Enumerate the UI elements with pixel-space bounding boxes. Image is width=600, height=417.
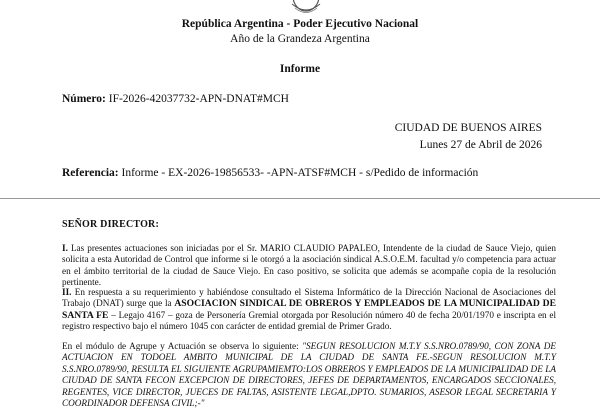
referencia-value: Informe - EX-2026-19856533- -APN-ATSF#MCH - s/Pedido de información [121,167,479,179]
paragraph-1-text: Las presentes actuaciones son iniciadas por el Sr. MARIO CLAUDIO PAPALEO, Intendente de la ciudad de Sauce Viejo, quien solicita a esta Autoridad de Control que informe si le otorgó a la asociación sindical A.S.O.E.M. facultad y/o competencia para actuar en el ámbito territorial de la ciudad de Sauce Viejo. En caso positivo, se solicita que además se acompañe copia de la resolución pertinente. [62,243,556,288]
numero-label: Número: [62,93,106,105]
paragraph-3 [62,341,556,409]
document-type: Informe [279,63,321,75]
coat-of-arms-icon [286,0,326,14]
salutation: SEÑOR DIRECTOR: [62,219,159,230]
document-city: CIUDAD DE BUENOS AIRES [394,122,542,134]
paragraph-2-text-a: En respuesta a su requerimiento y habiéndose consultado el Sistema Informático de la Dirección Nacional de Asociaciones del Trabajo (DNAT) surge que la [62,287,556,309]
document-reference [62,167,478,179]
divider [0,198,600,199]
paragraph-2-text-b: – Legajo 4167 – goza de Personería Gremial otorgada por Resolución número 40 de fecha 20/01/1970 e inscripta en el registro respectivo bajo el número 1045 con carácter de entidad gremial de Primer Grado. [62,309,557,332]
referencia-label: Referencia: [62,167,119,179]
document-date: Lunes 27 de Abril de 2026 [419,139,542,151]
paragraph-3-quote: "SEGUN RESOLUCION M.T.Y S.S.NRO.0789/90, CON ZONA DE ACTUACION EN TODOEL AMBITO MUNICIPAL DE LA CIUDAD DE SANTA FE.-SEGUN RESOLUCION M.T.Y S.S.NRO.0789/90, RESULTA EL SIGUIENTE AGRUPAMIEMTO:LOS OBREROS Y EMPLEADOS DE LA MUNICIPALIDAD DE LA CIUDAD DE SANTA FECON EXCEPCION DE DIRECTORES, JEFES DE DEPARTAMENTOS, ENCARGADOS SECCIONALES, REGENTES, VICE DIRECTOR, JUECES DE FALTAS, ASISTENTE LEGAL,DPTO. SUMARIOS, ASESOR LEGAL SECRETARIA Y COORDINADOR DEFENSA CIVIL;-" [62,341,556,409]
paragraph-1 [62,243,556,289]
paragraph-2-marker: II. [62,287,72,297]
paragraph-2-entity: ASOCIACION SINDICAL DE OBREROS Y EMPLEADOS DE LA MUNICIPALIDAD DE SANTA FE [62,298,556,321]
header-subtitle: Año de la Grandeza Argentina [230,33,370,45]
paragraph-3-text: En el módulo de Agrupe y Actuación se observa lo siguiente: [62,341,299,351]
header-title: República Argentina - Poder Ejecutivo Nacional [181,18,419,30]
paragraph-2 [62,287,556,333]
numero-value: IF-2026-42037732-APN-DNAT#MCH [108,93,289,105]
paragraph-1-marker: I. [62,243,68,253]
document-number [62,93,289,105]
